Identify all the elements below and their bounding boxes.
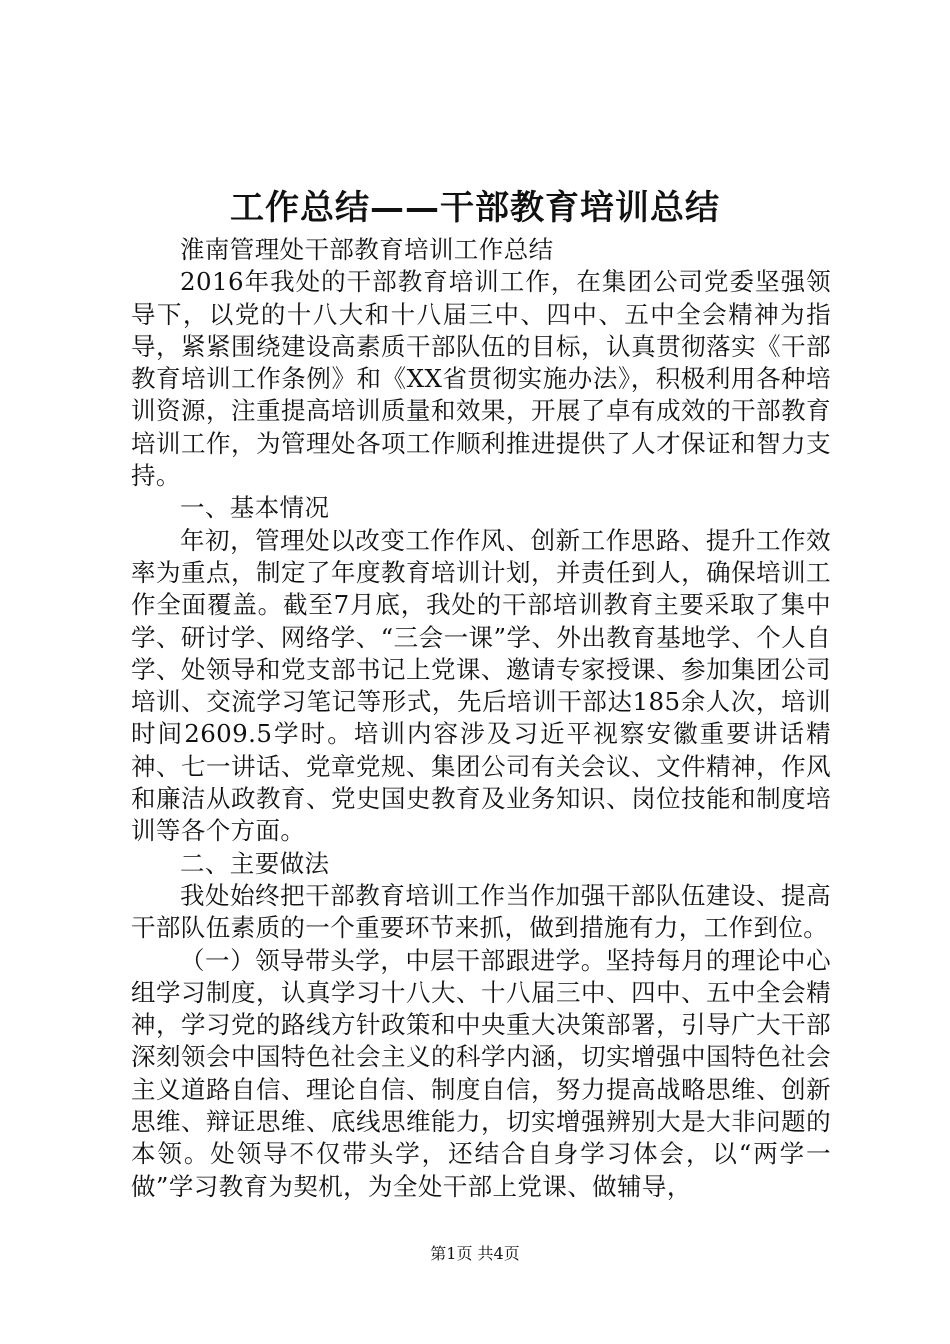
document-title: 工作总结——干部教育培训总结	[230, 188, 720, 228]
methods-item-1-paragraph: （一）领导带头学，中层干部跟进学。坚持每月的理论中心组学习制度，认真学习十八大、十八届三中、四中、五中全会精神，学习党的路线方针政策和中央重大决策部署，引导广大干部深刻领会中国特色社会主义的科学内涵，切实增强中国特色社会主义道路自信、理论自信、制度自信，努力提高战略思维、创新思维、辩证思维、底线思维能力，切实增强辨别大是大非问题的本领。处领导不仅带头学，还结合自身学习体会，以“两学一做”学习教育为契机，为全处干部上党课、做辅导，	[131, 945, 831, 1201]
subtitle-paragraph: 淮南管理处干部教育培训工作总结	[180, 235, 554, 264]
page-footer: 第1页 共4页	[430, 1244, 520, 1263]
basic-situation-paragraph: 年初，管理处以改变工作作风、创新工作思路、提升工作效率为重点，制定了年度教育培训计划，并责任到人，确保培训工作全面覆盖。截至7月底，我处的干部培训教育主要采取了集中学、研讨学、网络学、“三会一课”学、外出教育基地学、个人自学、处领导和党支部书记上党课、邀请专家授课、参加集团公司培训、交流学习笔记等形式，先后培训干部达185余人次，培训时间2609.5学时。培训内容涉及习近平视察安徽重要讲话精神、七一讲话、党章党规、集团公司有关会议、文件精神，作风和廉洁从政教育、党史国史教育及业务知识、岗位技能和制度培训等各个方面。	[131, 525, 831, 846]
intro-paragraph: 2016年我处的干部教育培训工作，在集团公司党委坚强领导下，以党的十八大和十八届三中、四中、五中全会精神为指导，紧紧围绕建设高素质干部队伍的目标，认真贯彻落实《干部教育培训工作条例》和《XX省贯彻实施办法》，积极利用各种培训资源，注重提高培训质量和效果，开展了卓有成效的干部教育培训工作，为管理处各项工作顺利推进提供了人才保证和智力支持。	[131, 267, 831, 491]
section-heading-basic: 一、基本情况	[180, 493, 330, 523]
section-heading-methods: 二、主要做法	[180, 848, 330, 878]
methods-intro-paragraph: 我处始终把干部教育培训工作当作加强干部队伍建设、提高干部队伍素质的一个重要环节来抓，做到措施有力，工作到位。	[131, 880, 831, 943]
document-body	[131, 234, 831, 1203]
